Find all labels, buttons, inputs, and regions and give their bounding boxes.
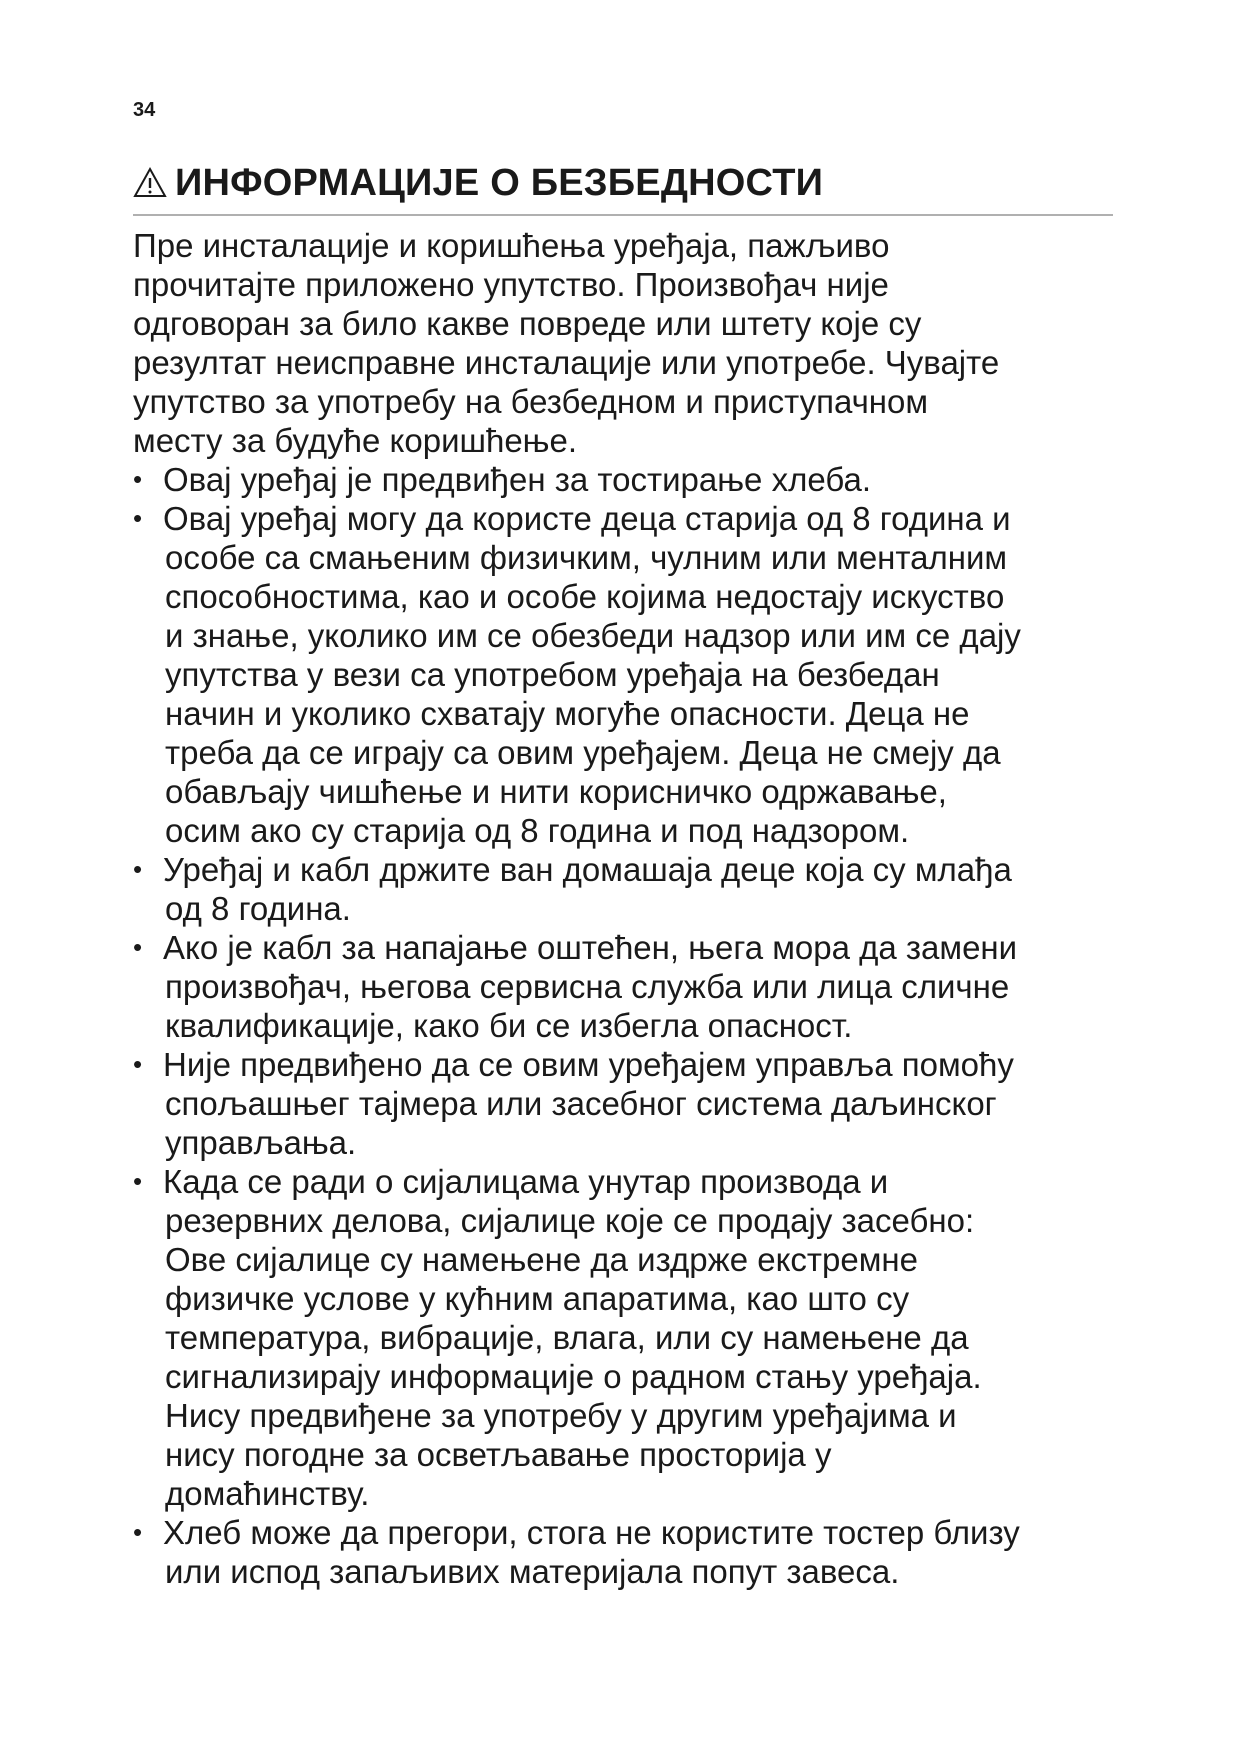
bullet-line: Нису предвиђене за употребу у другим уређајима и (165, 1397, 957, 1434)
bullet-line: температура, вибрације, влага, или су намењене да (165, 1319, 969, 1356)
bullet-line: произвођач, његова сервисна служба или лица сличне (165, 968, 1010, 1005)
bullet-line: нису погодне за осветљавање просторија у (165, 1436, 832, 1473)
section-title: ИНФОРМАЦИЈЕ О БЕЗБЕДНОСТИ (175, 162, 824, 204)
bullet-line: управљања. (165, 1124, 357, 1161)
bullet-line: упутства у вези са употребом уређаја на безбедан (165, 656, 940, 693)
safety-bullet-item (133, 850, 1123, 928)
bullet-line: Хлеб може да прегори, стога не користите тостер близу (163, 1514, 1020, 1551)
bullet-line: Уређај и кабл држите ван домашаја деце која су млађа (163, 851, 1012, 888)
bullet-line: спољашњег тајмера или засебног система даљинског (165, 1085, 997, 1122)
bullet-line: начин и уколико схватају могуће опасности. Деца не (165, 695, 970, 732)
safety-content (133, 226, 1123, 1591)
bullet-line: резервних делова, сијалице које се продају засебно: (165, 1202, 975, 1239)
bullet-line: Ако је кабл за напајање оштећен, њега мора да замени (163, 929, 1018, 966)
bullet-dot-icon: • (133, 1166, 143, 1196)
bullet-line: Није предвиђено да се овим уређајем управља помоћу (163, 1046, 1014, 1083)
intro-line: одговоран за било какве повреде или штету које су (133, 305, 922, 342)
bullet-dot-icon: • (133, 932, 143, 962)
safety-bullet-item (133, 1045, 1123, 1162)
section-header (133, 160, 1113, 216)
bullet-dot-icon: • (133, 1049, 143, 1079)
section-title-row (133, 160, 1113, 206)
bullet-line: Када се ради о сијалицама унутар производа и (163, 1163, 889, 1200)
intro-paragraph (133, 226, 1123, 460)
intro-line: резултат неисправне инсталације или употребе. Чувајте (133, 344, 1000, 381)
bullet-line: физичке услове у кућним апаратима, као што су (165, 1280, 910, 1317)
bullet-line: домаћинству. (165, 1475, 370, 1512)
bullet-line: треба да се играју са овим уређајем. Деца не смеју да (165, 734, 1001, 771)
bullet-line: или испод запаљивих материјала попут завеса. (165, 1553, 900, 1590)
bullet-line: особе са смањеним физичким, чулним или менталним (165, 539, 1008, 576)
intro-line: месту за будуће коришћење. (133, 422, 578, 459)
bullet-dot-icon: • (133, 854, 143, 884)
page-number: 34 (133, 99, 156, 121)
safety-bullet-item (133, 460, 1123, 499)
bullet-line: Овај уређај је предвиђен за тостирање хлеба. (163, 461, 871, 498)
intro-line: упутство за употребу на безбедном и приступачном (133, 383, 929, 420)
bullet-dot-icon: • (133, 503, 143, 533)
bullet-dot-icon: • (133, 464, 143, 494)
bullet-line: способностима, као и особе којима недостају искуство (165, 578, 1005, 615)
intro-line: прочитајте приложено упутство. Произвођач није (133, 266, 889, 303)
bullet-line: осим ако су старија од 8 година и под надзором. (165, 812, 910, 849)
bullet-line: и знање, уколико им се обезбеди надзор или им се дају (165, 617, 1021, 654)
bullet-line: од 8 година. (165, 890, 351, 927)
warning-triangle-icon (133, 166, 167, 200)
bullet-line: Ове сијалице су намењене да издрже екстремне (165, 1241, 918, 1278)
bullet-line: обављају чишћење и нити корисничко одржавање, (165, 773, 947, 810)
safety-bullet-item (133, 1162, 1123, 1513)
bullet-line: квалификације, како би се избегла опасност. (165, 1007, 853, 1044)
bullet-line: Овај уређај могу да користе деца старија од 8 година и (163, 500, 1011, 537)
safety-bullet-item (133, 499, 1123, 850)
safety-bullet-item (133, 928, 1123, 1045)
intro-line: Пре инсталације и коришћења уређаја, пажљиво (133, 227, 890, 264)
bullet-dot-icon: • (133, 1517, 143, 1547)
bullet-line: сигнализирају информације о радном стању уређаја. (165, 1358, 982, 1395)
safety-bullet-list (133, 460, 1123, 1591)
safety-bullet-item (133, 1513, 1123, 1591)
